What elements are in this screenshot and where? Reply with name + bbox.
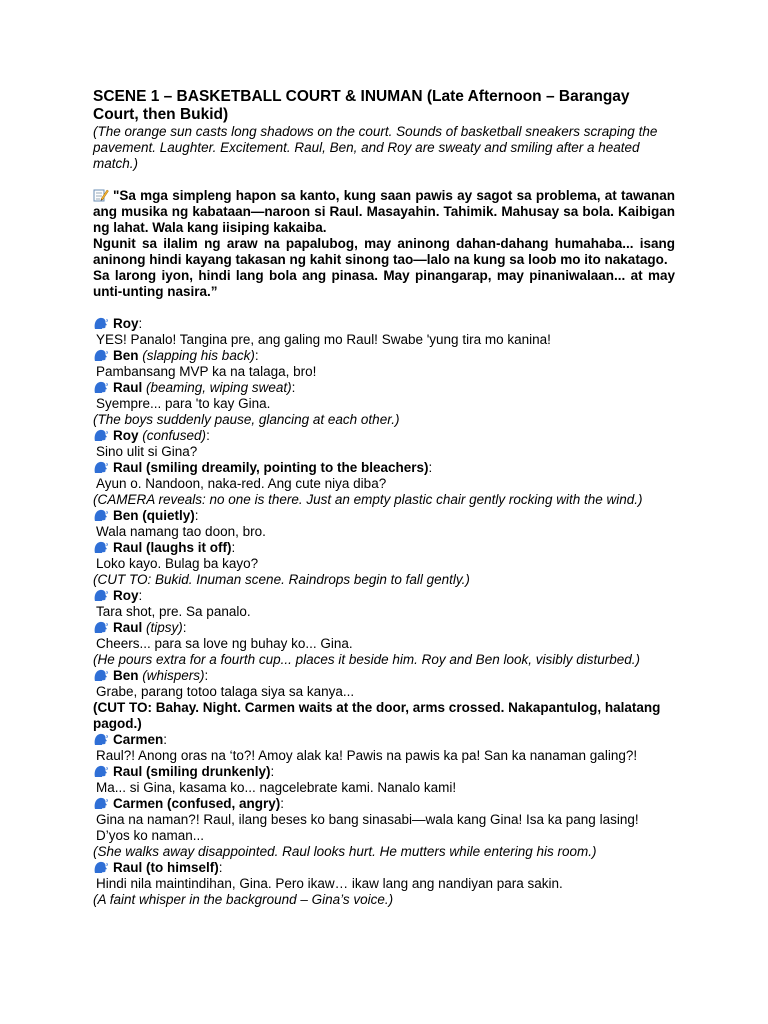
speaker-colon: : [280, 796, 285, 811]
speaker-colon: : [270, 764, 275, 779]
speaker-name: Raul [113, 620, 143, 635]
narration-block [93, 188, 675, 300]
dialog-line: Pambansang MVP ka na talaga, bro! [96, 364, 317, 379]
scene-title: SCENE 1 – BASKETBALL COURT & INUMAN (Late Afternoon – Barangay Court, then Bukid) [93, 88, 630, 123]
speaker-colon: : [254, 348, 259, 363]
dialog-line: Syempre... para 'to kay Gina. [96, 396, 271, 411]
speaker-name: Raul [113, 380, 143, 395]
speaker-name: Roy [113, 428, 139, 443]
memo-icon [93, 188, 109, 202]
dialog-line: Gina na naman?! Raul, ilang beses ko bang sinasabi—wala kang Gina! Isa ka pang lasing! D’yos ko naman... [96, 812, 639, 843]
speaker-colon: : [138, 316, 143, 331]
speaking-head-icon [93, 508, 109, 522]
stage-direction: (She walks away disappointed. Raul looks hurt. He mutters while entering his room.) [93, 844, 597, 859]
speaker-colon: : [218, 860, 223, 875]
speaker-colon: : [204, 668, 209, 683]
speaker-line [93, 508, 675, 524]
speaker-direction: (tipsy) [142, 620, 183, 635]
speaker-name: Ben (quietly) [113, 508, 195, 523]
dialog-line: Grabe, parang totoo talaga siya sa kanya... [96, 684, 355, 699]
speaking-head-icon [93, 588, 109, 602]
speaker-line [93, 732, 675, 748]
speaking-head-icon [93, 540, 109, 554]
speaking-head-icon [93, 860, 109, 874]
speaker-colon: : [182, 620, 187, 635]
stage-direction: (CAMERA reveals: no one is there. Just an empty plastic chair gently rocking with the wind.) [93, 492, 643, 507]
speaker-line [93, 428, 675, 444]
speaker-colon: : [231, 540, 236, 555]
narration-paragraph: Ngunit sa ilalim ng araw na papalubog, may aninong dahan-dahang humahaba... isang aninong hindi kayang takasan ng kahit sinong tao—lalo na kung sa loob mo ito nakatago. [93, 236, 675, 267]
speaker-colon: : [163, 732, 168, 747]
speaker-line [93, 860, 675, 876]
speaker-line [93, 668, 675, 684]
speaker-colon: : [291, 380, 296, 395]
speaking-head-icon [93, 348, 109, 362]
speaker-line [93, 460, 675, 476]
speaking-head-icon [93, 428, 109, 442]
dialog-line: Loko kayo. Bulag ba kayo? [96, 556, 259, 571]
speaking-head-icon [93, 732, 109, 746]
speaker-colon: : [428, 460, 433, 475]
speaker-direction: (slapping his back) [138, 348, 255, 363]
speaker-name: Roy [113, 588, 139, 603]
speaker-line [93, 348, 675, 364]
dialog-line: Ayun o. Nandoon, naka-red. Ang cute niya diba? [96, 476, 387, 491]
speaker-colon: : [206, 428, 210, 443]
dialog-line: Sino ulit si Gina? [96, 444, 198, 459]
speaker-name: Ben [113, 668, 139, 683]
scene-cut-direction: (CUT TO: Bahay. Night. Carmen waits at the door, arms crossed. Nakapantulog, halatang pagod.) [93, 700, 661, 731]
speaker-line [93, 796, 675, 812]
speaker-line [93, 764, 675, 780]
speaking-head-icon [93, 764, 109, 778]
speaker-direction: (whispers) [138, 668, 205, 683]
script-lines [93, 316, 675, 908]
spacer [93, 172, 675, 188]
stage-direction: (He pours extra for a fourth cup... places it beside him. Roy and Ben look, visibly disturbed.) [93, 652, 641, 667]
speaker-line [93, 380, 675, 396]
speaker-colon: : [194, 508, 199, 523]
stage-direction: (The boys suddenly pause, glancing at each other.) [93, 412, 400, 427]
speaker-colon: : [138, 588, 143, 603]
speaker-name: Roy [113, 316, 139, 331]
speaker-name: Ben [113, 348, 139, 363]
narration-paragraph: Sa larong iyon, hindi lang bola ang pinasa. May pinangarap, may pinaniwalaan... at may unti-unting nasira.” [93, 268, 675, 299]
speaker-name: Raul (to himself) [113, 860, 219, 875]
speaker-line [93, 540, 675, 556]
speaker-name: Raul (smiling drunkenly) [113, 764, 271, 779]
script-document [93, 88, 675, 908]
dialog-line: Tara shot, pre. Sa panalo. [96, 604, 251, 619]
stage-direction: (CUT TO: Bukid. Inuman scene. Raindrops begin to fall gently.) [93, 572, 470, 587]
speaker-name: Raul (smiling dreamily, pointing to the bleachers) [113, 460, 429, 475]
speaking-head-icon [93, 380, 109, 394]
dialog-line: Ma... si Gina, kasama ko... nagcelebrate kami. Nanalo kami! [96, 780, 457, 795]
speaking-head-icon [93, 460, 109, 474]
speaker-line [93, 588, 675, 604]
dialog-line: Cheers... para sa love ng buhay ko... Gina. [96, 636, 353, 651]
scene-intro: (The orange sun casts long shadows on the court. Sounds of basketball sneakers scraping the pavement. Laughter. Excitement. Raul, Ben, and Roy are sweaty and smiling after a heated match.) [93, 124, 658, 171]
dialog-line: Wala namang tao doon, bro. [96, 524, 266, 539]
speaking-head-icon [93, 620, 109, 634]
speaker-name: Raul (laughs it off) [113, 540, 232, 555]
speaking-head-icon [93, 316, 109, 330]
dialog-line: YES! Panalo! Tangina pre, ang galing mo Raul! Swabe 'yung tira mo kanina! [96, 332, 551, 347]
dialog-line: Raul?! Anong oras na ‘to?! Amoy alak ka! Pawis na pawis ka pa! San ka nanaman galing?! [96, 748, 638, 763]
stage-direction: (A faint whisper in the background – Gina’s voice.) [93, 892, 394, 907]
speaking-head-icon [93, 796, 109, 810]
speaker-name: Carmen [113, 732, 164, 747]
narration-paragraph: "Sa mga simpleng hapon sa kanto, kung saan pawis ay sagot sa problema, at tawanan ang musika ng kabataan—naroon si Raul. Masayahin. Tahimik. Mahusay sa bola. Kaibigan ng lahat. Wala kang iisiping kakaiba. [93, 188, 675, 235]
speaker-name: Carmen (confused, angry) [113, 796, 281, 811]
speaker-line [93, 316, 675, 332]
speaker-direction: (beaming, wiping sweat) [142, 380, 292, 395]
speaker-line [93, 620, 675, 636]
speaker-direction: (confused) [138, 428, 207, 443]
dialog-line: Hindi nila maintindihan, Gina. Pero ikaw… ikaw lang ang nandiyan para sakin. [96, 876, 563, 891]
spacer [93, 300, 675, 316]
speaking-head-icon [93, 668, 109, 682]
